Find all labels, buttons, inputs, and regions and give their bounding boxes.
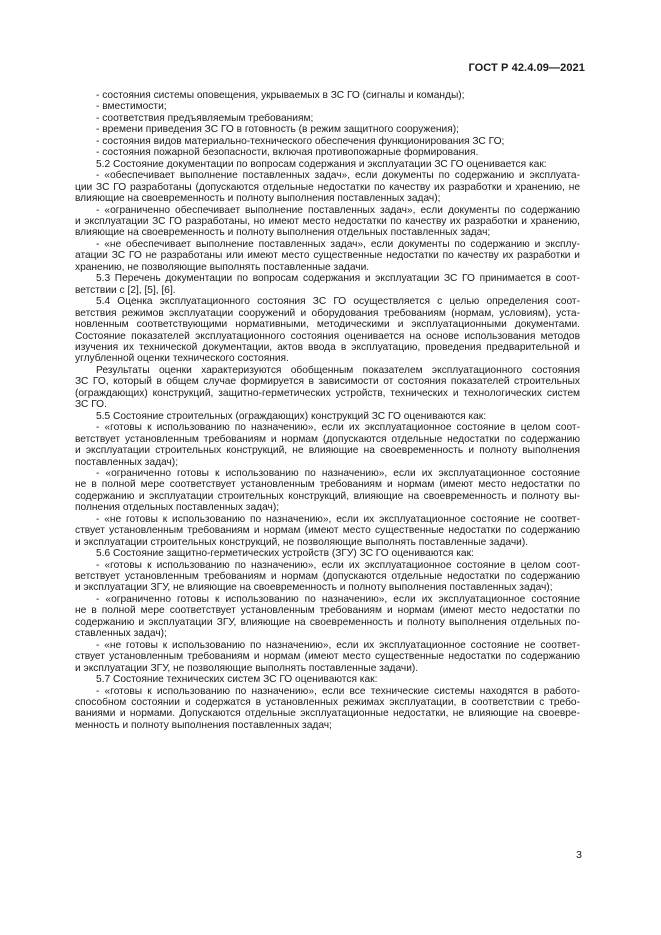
text-line: - состояния видов материально-технического обеспечения функционирования ЗС ГО;	[96, 135, 505, 147]
text-line: влияющие на своевременность и полноту выполнения отдельных поставленных задач;	[75, 227, 491, 239]
text-line: не в полной мере соответствует установленным требованиям и нормам (имеют место недостатки по	[75, 605, 580, 617]
text-line: 5.7 Состояние технических систем ЗС ГО оцениваются как:	[96, 674, 378, 686]
text-line: содержанию и эксплуатации строительных конструкций, влияющие на своевременность и полноту вы-	[75, 490, 580, 502]
text-line: - «ограниченно обеспечивает выполнение поставленных задач», если документы по содержанию	[96, 204, 580, 216]
text-line: - «не обеспечивает выполнение поставленных задач», если документы по содержанию и эксплу-	[96, 238, 580, 250]
text-line: - «готовы к использованию по назначению», если их эксплуатационное состояние в целом соот-	[96, 422, 580, 434]
document-body	[75, 90, 580, 731]
text-line: - «готовы к использованию по назначению», если их эксплуатационное состояние в целом соот-	[96, 559, 580, 571]
text-line: - «не готовы к использованию по назначению», если их эксплуатационное состояние не соответ-	[96, 639, 580, 651]
text-line: - состояния пожарной безопасности, включая противопожарные формирования.	[96, 147, 479, 159]
text-line: - «готовы к использованию по назначению», если все технические системы находятся в работо-	[96, 685, 580, 697]
text-line: - состояния системы оповещения, укрываемых в ЗС ГО (сигналы и команды);	[96, 90, 465, 101]
text-line: Состояние показателей эксплуатационного состояния оценивается на основе использования методов	[75, 330, 580, 342]
text-line: - «не готовы к использованию по назначению», если их эксплуатационное состояние не соответ-	[96, 513, 580, 525]
text-line: - вместимости;	[96, 101, 167, 113]
text-line: - времени приведения ЗС ГО в готовность (в режим защитного сооружения);	[96, 124, 459, 136]
text-line: ствует установленным требованиям и нормам (имеют место существенные недостатки по содержанию	[75, 525, 580, 537]
text-line: - «ограниченно готовы к использованию по назначению», если их эксплуатационное состояние	[96, 593, 580, 605]
text-line: 5.6 Состояние защитно-герметических устройств (ЗГУ) ЗС ГО оцениваются как:	[96, 548, 474, 560]
text-line: (ограждающих) конструкций, защитно-герметических устройств, технических и технологических систем	[75, 387, 580, 399]
text-line: - соответствия предъявляемым требованиям;	[96, 112, 314, 124]
text-line: ствует установленным требованиям и нормам (имеют место существенные недостатки по содержанию	[75, 651, 580, 663]
text-line: не в полной мере соответствует установленным требованиям и нормам (имеют место недостатки по	[75, 479, 580, 491]
text-line: 5.2 Состояние документации по вопросам содержания и эксплуатации ЗС ГО оценивается как:	[96, 158, 547, 170]
text-line: Результаты оценки характеризуются обобщенным показателем эксплуатационного состояния	[96, 364, 580, 376]
text-line: 5.5 Состояние строительных (ограждающих) конструкций ЗС ГО оцениваются как:	[96, 410, 487, 422]
text-line: - «ограниченно готовы к использованию по назначению», если их эксплуатационное состояние	[96, 467, 580, 479]
page-number: 3	[576, 849, 582, 861]
text-line: ции ЗС ГО разработаны (допускаются отдельные недостатки по качеству их разработки и хранению, не	[75, 181, 580, 193]
text-line: 5.3 Перечень документации по вопросам содержания и эксплуатации ЗС ГО принимается в соот-	[96, 273, 580, 285]
text-line: содержанию и эксплуатации ЗГУ, влияющие на своевременность и полноту выполнения отдельных по-	[75, 616, 580, 628]
text-line: углубленной оценки технического состояния.	[75, 353, 289, 365]
text-line: - «обеспечивает выполнение поставленных задач», если документы по содержанию и эксплуата-	[96, 170, 580, 182]
text-line: и эксплуатации строительных конструкций, не позволяющие выполнять поставленные задачи).	[75, 536, 529, 548]
text-line: ЗС ГО, который в общем случае формируется в зависимости от состояния показателей строительных	[75, 376, 580, 388]
text-line: поставленных задач);	[75, 456, 179, 468]
text-line: хранению, не позволяющие выполнять поставленные задачи.	[75, 261, 370, 273]
text-line: менность и полноту выполнения поставленных задач;	[75, 719, 332, 731]
text-line: ветствии с [2], [5], [6].	[75, 284, 176, 296]
text-line: и эксплуатации строительных конструкций, не влияющие на своевременность и полноту выполнения	[75, 445, 580, 457]
text-line: способном состоянии и содержатся в установленных режимах эксплуатации, в соответствии с требо-	[75, 697, 580, 709]
text-line: новленным соответствующими нормативными, методическими и эксплуатационными документами.	[75, 319, 580, 331]
text-line: 5.4 Оценка эксплуатационного состояния ЗС ГО осуществляется с целью определения соот-	[96, 296, 580, 308]
text-line: ветствует установленным требованиям и нормам (допускаются отдельные недостатки по содержанию	[75, 433, 580, 445]
text-line: ЗС ГО.	[75, 399, 107, 411]
standard-code-header: ГОСТ Р 42.4.09—2021	[468, 62, 585, 74]
text-line: полнения отдельных поставленных задач);	[75, 502, 280, 514]
text-line: ветствует установленным требованиям и нормам (допускаются отдельные недостатки по содержанию	[75, 571, 580, 583]
text-line: ваниями и нормами. Допускаются отдельные эксплуатационные недостатки, не влияющие на своевре-	[75, 708, 580, 720]
text-line: ветствия режимов эксплуатации сооружений и оборудования требованиям (нормам, условиям), уста-	[75, 307, 580, 319]
text-line: влияющие на своевременность и полноту выполнения поставленных задач);	[75, 193, 441, 205]
text-line: и эксплуатации ЗГУ, не влияющие на своевременность и полноту выполнения поставленных задач);	[75, 582, 553, 594]
text-line: изучения их технической документации, актов ввода в эксплуатацию, проведения предварительной и	[75, 341, 580, 353]
text-line: и эксплуатации ЗГУ, не позволяющие выполнять поставленные задачи).	[75, 662, 419, 674]
text-line: и эксплуатации ЗС ГО разработаны, но имеют место недостатки по качеству их разработки и хранению,	[75, 215, 580, 227]
text-line: атации ЗС ГО не разработаны или имеют место существенные недостатки по качеству их разработки и	[75, 250, 580, 262]
text-line: ставленных задач);	[75, 628, 167, 640]
